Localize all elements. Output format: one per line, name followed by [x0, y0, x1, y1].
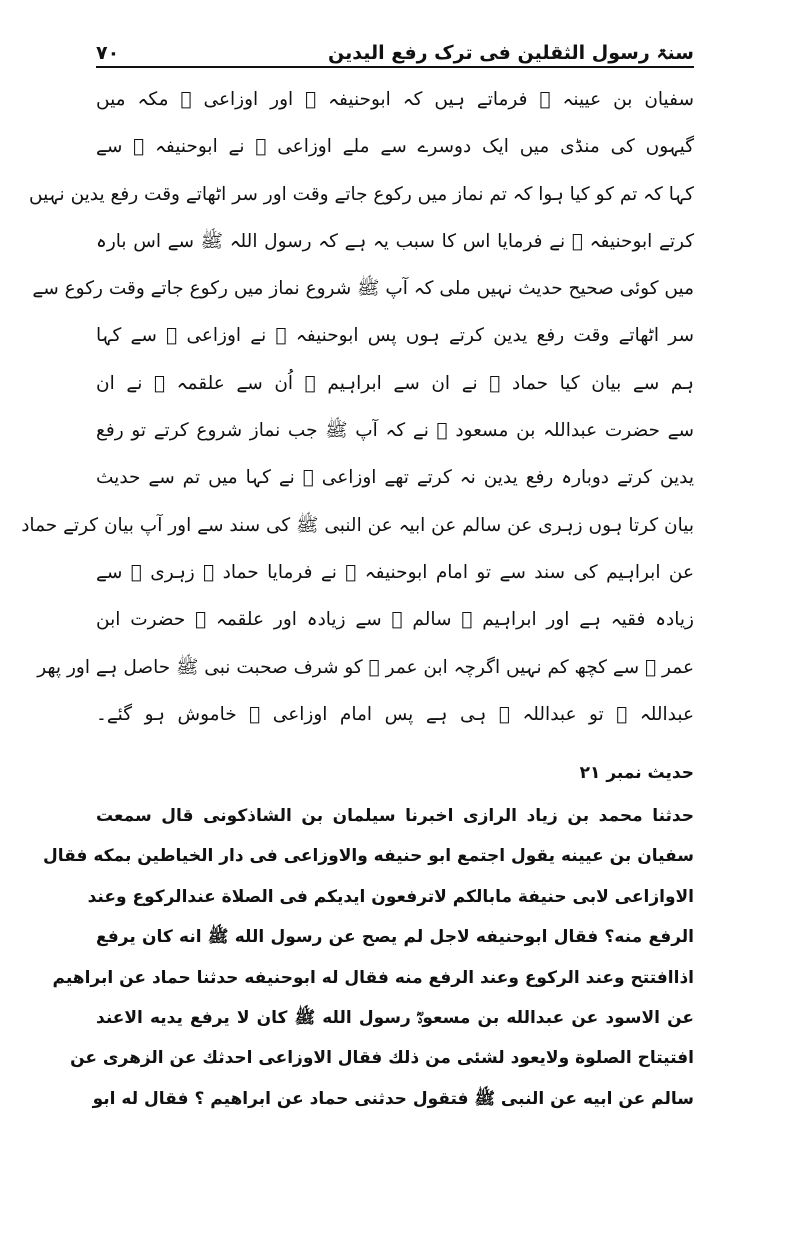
- arabic-line: اذاافتتح وعند الرکوع وعند الرفع منه فقال له ابوحنیفه حدثنا حماد عن ابراهیم: [52, 967, 694, 988]
- text-line: عبداللہ ﷛ تو عبداللہ ﷛ ہی ہے پس امام اوزاعی ﷫ خاموش ہو گئے۔: [96, 703, 694, 725]
- text-line: کہا کہ تم کو کیا ہوا کہ تم نماز میں رکوع جاتے وقت اور سر اٹھاتے وقت رفع یدین نہیں: [29, 183, 694, 205]
- arabic-line: حدثنا محمد بن زیاد الرازی اخبرنا سیلمان بن الشاذکونی قال سمعت: [96, 806, 694, 826]
- arabic-line: سالم عن ابیه عن النبی ﷺ فتقول حدثنی حماد عن ابراهیم ؟ فقال له ابو: [92, 1088, 694, 1109]
- arabic-line: عن الاسود عن عبدالله بن مسعودؓ رسول الله ﷺ کان لا یرفع یدیه الاعند: [96, 1007, 694, 1028]
- text-line: سفیان بن عیینہ ﷫ فرماتے ہیں کہ ابوحنیفہ ﷫ اور اوزاعی ﷫ مکہ میں: [96, 89, 694, 110]
- page-number: ۷۰: [96, 42, 120, 64]
- text-line: عمر ﷛ سے کچھ کم نہیں اگرچہ ابن عمر ﷛ کو شرف صحبت نبی ﷺ حاصل ہے اور پھر: [37, 656, 694, 678]
- text-line: میں کوئی صحیح حدیث نہیں ملی کہ آپ ﷺ شروع نماز میں رکوع جاتے وقت رکوع سے: [32, 278, 694, 300]
- running-title: سنۃ رسول الثقلین فی ترک رفع الیدین: [327, 42, 694, 64]
- text-line: عن ابراہیم کی سند سے تو امام ابوحنیفہ ﷫ نے فرمایا حماد ﷫ زہری ﷫ سے: [96, 561, 694, 583]
- page-header: [96, 30, 694, 64]
- arabic-line: الرفع منه؟ فقال ابوحنیفه لاجل لم یصح عن رسول الله ﷺ انه کان یرفع: [96, 927, 694, 948]
- text-line: بیان کرتا ہوں زہری عن سالم عن ابیہ عن النبی ﷺ کی سند سے اور آپ بیان کرتے حماد: [21, 514, 694, 536]
- text-line: گیہوں کی منڈی میں ایک دوسرے سے ملے اوزاعی ﷫ نے ابوحنیفہ ﷫ سے: [96, 136, 694, 158]
- arabic-line: سفیان بن عیینه یقول اجتمع ابو حنیفه والاوزاعی فی دار الخیاطین بمکه فقال: [42, 846, 694, 867]
- text-line: کرتے ابوحنیفہ ﷫ نے فرمایا اس کا سبب یہ ہے کہ رسول اللہ ﷺ سے اس بارہ: [96, 230, 694, 252]
- arabic-hadith-text: [42, 796, 694, 1119]
- text-line: ہم سے بیان کیا حماد ﷫ نے ان سے ابراہیم ﷫ اُن سے علقمہ ﷫ نے ان: [96, 372, 694, 394]
- urdu-body-text: [21, 76, 694, 738]
- arabic-line: افتیتاح الصلوة ولایعود لشئی من ذلك فقال الاوزاعی احدثك عن الزهری عن: [70, 1048, 694, 1069]
- text-line: زیادہ فقیہ ہے اور ابراہیم ﷫ سالم ﷫ سے زیادہ اور علقمہ ﷫ حضرت ابن: [96, 609, 694, 631]
- text-line: یدین کرتے دوبارہ رفع یدین نہ کرتے تھے اوزاعی ﷫ نے کہا میں تم سے حدیث: [96, 467, 694, 489]
- text-line: سے حضرت عبداللہ بن مسعود ﷛ نے کہ آپ ﷺ جب نماز شروع کرتے تو رفع: [96, 420, 694, 442]
- arabic-line: الاوازاعی لابی حنیفة مابالکم لاترفعون ایدیکم فی الصلاة عندالرکوع وعند: [87, 886, 694, 907]
- header-rule: [96, 66, 694, 68]
- hadith-number-heading: حدیث نمبر ۲۱: [579, 763, 694, 783]
- text-line: سر اٹھاتے وقت رفع یدین کرتے ہوں پس ابوحنیفہ ﷫ نے اوزاعی ﷫ سے کہا: [96, 325, 694, 347]
